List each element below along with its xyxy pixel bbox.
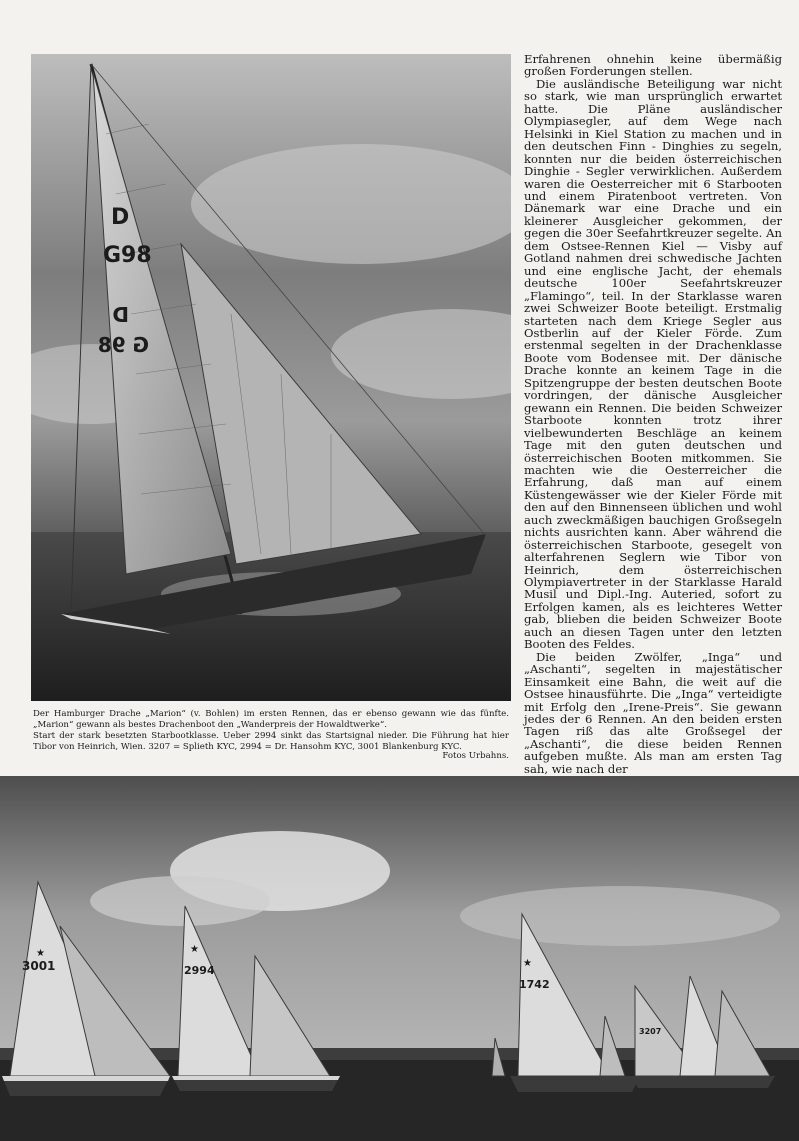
svg-text:★: ★: [190, 944, 199, 955]
photo-starboat-start: [0, 776, 799, 1141]
caption-marion-text: Der Hamburger Drache „Marion“ (v. Bohlen) im ersten Rennen, das er ebenso gewann wie das fünfte. „Marion“ gewann als bestes Drachenboot den „Wanderpreis der Howaldtwerke“.: [33, 709, 509, 730]
sail-number-letter: D: [111, 205, 130, 230]
photo-dragon-marion: [31, 54, 511, 701]
dragon-boat-illustration: [31, 54, 511, 701]
caption-start: [33, 731, 509, 752]
sail-number-mirrored: G 98: [97, 333, 149, 357]
sail-number-letter-mirrored: D: [112, 303, 129, 327]
sail-number-3207: 3207: [639, 1027, 662, 1036]
sail-number-2994: 2994: [184, 964, 215, 977]
article-paragraph: Die beiden Zwölfer, „Inga“ und „Aschanti“, segelten in majestätischer Einsamkeit eine Bahn, die weit auf die Ostsee hinausführte. Die „Inga“ verteidigte mit Erfolg den „Irene-Preis“. Sie gewann jedes der 6 Rennen. An den beiden ersten Tagen riß das alte Großsegel der „Aschanti“, die diese beiden Rennen aufgeben mußte. Als man am ersten Tag sah, wie nach der: [524, 649, 782, 776]
article-column: [524, 53, 782, 775]
photo-credit: Fotos Urbahns.: [442, 751, 509, 761]
sail-number-1742: 1742: [519, 978, 550, 991]
starboat-illustration: [0, 776, 799, 1141]
svg-text:★: ★: [36, 948, 45, 959]
sail-number-3001: 3001: [22, 959, 56, 973]
sail-number: G98: [103, 243, 152, 268]
article-paragraph: Erfahrenen ohnehin keine übermäßig großen Forderungen stellen.: [524, 52, 782, 79]
caption-start-text: Start der stark besetzten Starbootklasse. Ueber 2994 sinkt das Startsignal nieder. Die Führung hat hier Tibor von Heinrich, Wien. 3207 = Splieth KYC, 2994 = Dr. Hansohm KYC, 3001 Blankenburg KYC.: [33, 731, 509, 752]
caption-marion: [33, 709, 509, 730]
svg-text:★: ★: [523, 958, 532, 969]
article-paragraph: Die ausländische Beteiligung war nicht so stark, wie man ursprünglich erwartet hatte. Die Pläne ausländischer Olympiasegler, auf dem Wege nach Helsinki in Kiel Station zu machen und in den deutschen Finn - Dinghies zu segeln, konnten nur die beiden österreichischen Dinghie - Segler verwirklichen. Außerdem waren die Oesterreicher mit 6 Starbooten und einem Piratenboot vertreten. Von Dänemark war eine Drache und ein kleinerer Ausgleicher gekommen, der gegen die 30er Seefahrtkreuzer segelte. An dem Ostsee-Rennen Kiel — Visby auf Gotland nahmen drei schwedische Jachten und eine englische Jacht, der ehemals deutsche 100er Seefahrtskreuzer „Flamingo“, teil. In der Starklasse waren zwei Schweizer Boote beteiligt. Erstmalig starteten nach dem Kriege Segler aus Ostberlin auf der Kieler Förde. Zum erstenmal segelten in der Drachenklasse Boote vom Bodensee mit. Der dänische Drache konnte an keinem Tage in die Spitzengruppe der besten deutschen Boote vordringen, der dänische Ausgleicher gewann ein Rennen. Die beiden Schweizer Starboote konnten trotz ihrer vielbewunderten Beschläge an keinem Tage mit den guten deutschen und österreichischen Booten mitkommen. Sie machten wie die Oesterreicher die Erfahrung, daß man auf einem Küstengewässer wie der Kieler Förde mit den auf den Binnenseen üblichen und wohl auch zweckmäßigen bauchigen Großsegeln nichts ausrichten kann. Aber während die österreichischen Starboote, gesegelt von alterfahrenen Seglern wie Tibor von Heinrich, dem österreichischen Olympiavertreter in der Starklasse Harald Musil und Dipl.-Ing. Auteried, sofort zu Erfolgen kamen, als es leichteres Wetter gab, blieben die beiden Schweizer Boote auch an diesen Tagen unter den letzten Booten des Feldes.: [524, 76, 782, 652]
